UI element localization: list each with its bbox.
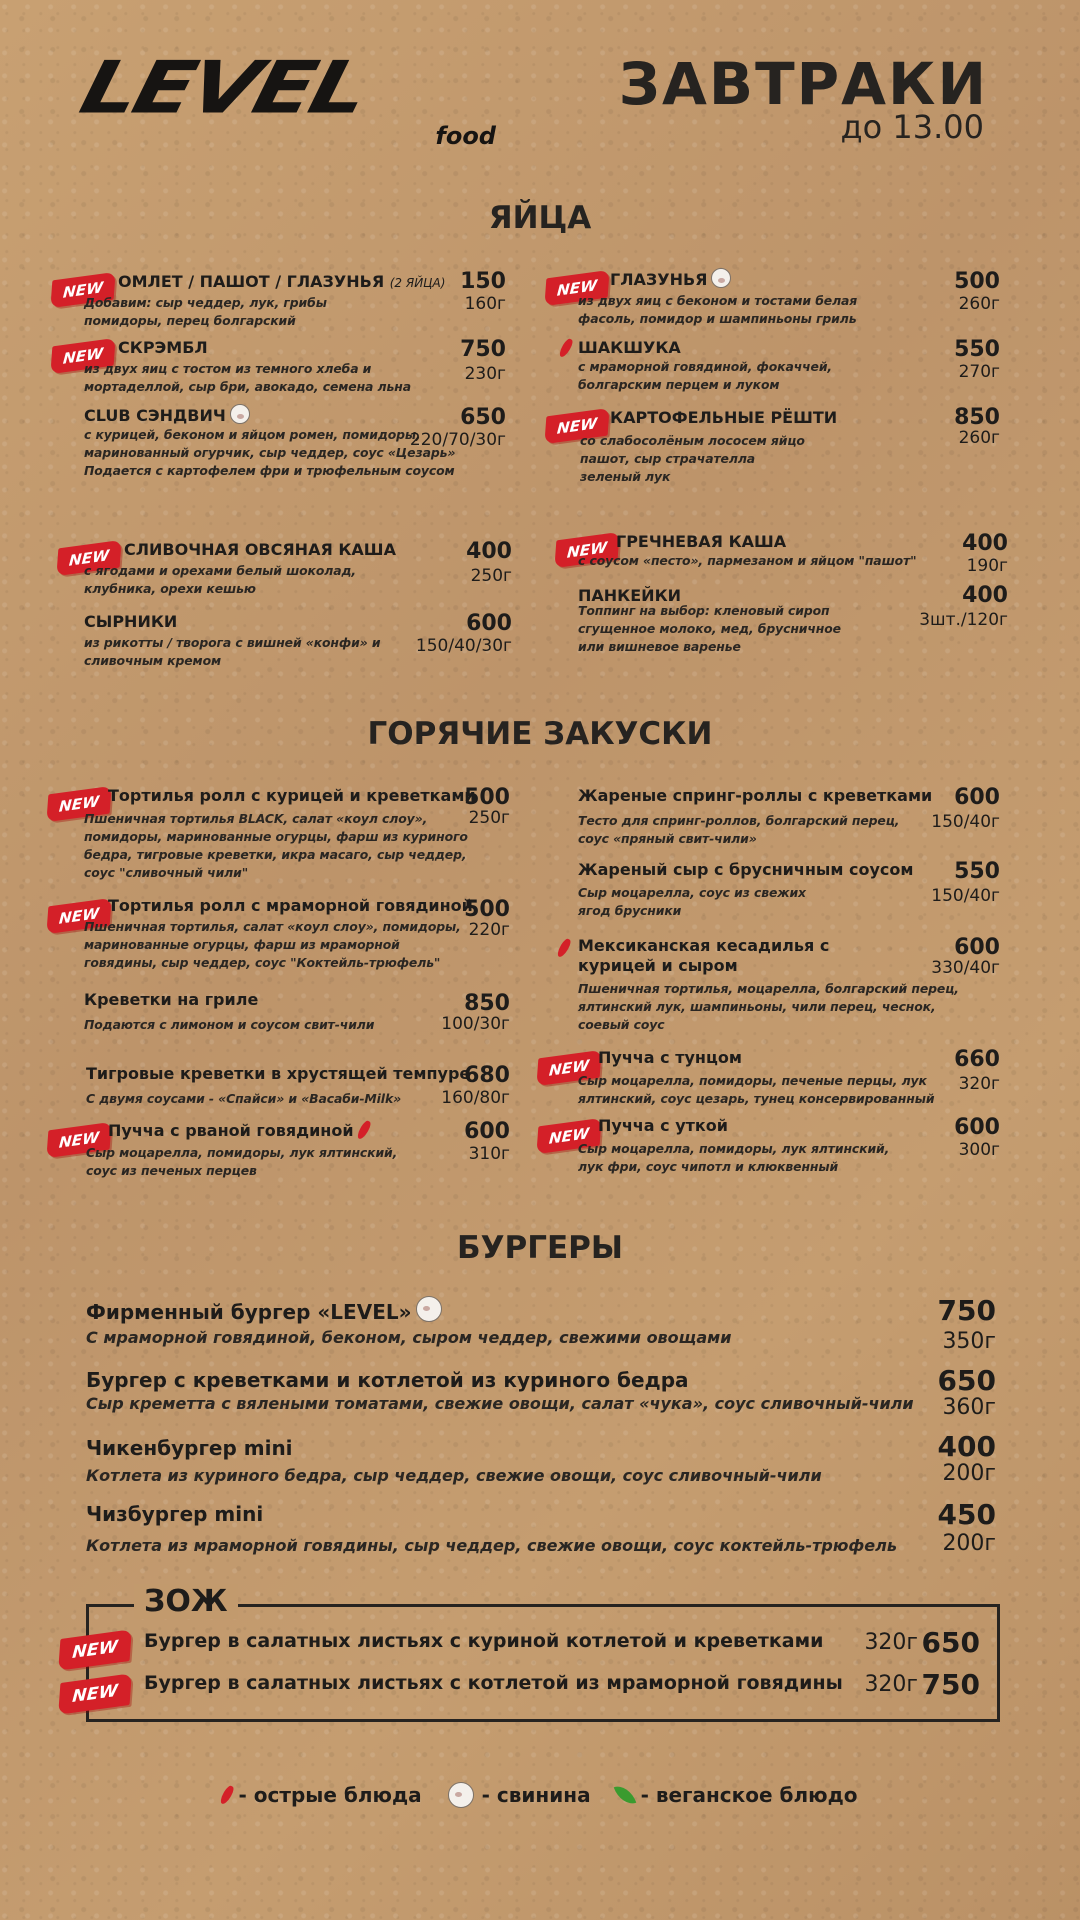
item-weight: 260г xyxy=(958,428,1000,448)
item-weight: 190г xyxy=(966,556,1008,576)
item-price: 400 xyxy=(962,583,1008,608)
item-weight: 160г xyxy=(464,294,506,314)
item-name: КАРТОФЕЛЬНЫЕ РЁШТИ xyxy=(610,408,838,427)
item-desc: Пшеничная тортилья BLACK, салат «коул слоу», помидоры, маринованные огурцы, фарш из куриного бедра, тигровые креветки, икра масаго, сыр чеддер, соус "сливочный чили" xyxy=(84,811,468,880)
burger-weight: 200г xyxy=(942,1531,996,1556)
item-name: CLUB СЭНДВИЧ xyxy=(84,406,226,425)
new-badge: NEW xyxy=(536,1050,601,1086)
item-price: 600 xyxy=(466,611,512,636)
new-badge: NEW xyxy=(46,898,111,934)
burger-weight: 350г xyxy=(942,1329,996,1354)
item-price: 600 xyxy=(954,785,1000,810)
burger-price: 400 xyxy=(937,1430,996,1463)
item-price: 680 xyxy=(464,1063,510,1088)
item-weight: 260г xyxy=(958,294,1000,314)
item-desc: Тесто для спринг-роллов, болгарский перец, соус «пряный свит-чили» xyxy=(578,813,900,846)
legend-spicy xyxy=(223,1783,422,1807)
item-weight: 270г xyxy=(958,362,1000,382)
new-badge: NEW xyxy=(58,1673,132,1714)
new-badge: NEW xyxy=(46,786,111,822)
item-price: 400 xyxy=(962,531,1008,556)
zozh-item-name: Бургер в салатных листьях с куриной котлетой и креветками xyxy=(144,1630,824,1652)
new-badge: NEW xyxy=(536,1118,601,1154)
item-name: Тигровые креветки в хрустящей темпуре xyxy=(86,1064,471,1083)
new-badge: NEW xyxy=(56,540,121,576)
item-weight: 330/40г xyxy=(931,958,1000,978)
burger-name: Фирменный бургер «LEVEL» xyxy=(86,1300,412,1324)
item-price: 550 xyxy=(954,859,1000,884)
legend-spicy-label: - острые блюда xyxy=(238,1783,422,1807)
item-name: СКРЭМБЛ xyxy=(118,338,208,357)
item-weight: 310г xyxy=(468,1144,510,1164)
burger-item xyxy=(86,1296,442,1324)
item-desc: Сыр моцарелла, помидоры, печеные перцы, лук ялтинский, соус цезарь, тунец консервированный xyxy=(578,1073,935,1106)
item-name: Пучча с рваной говядиной xyxy=(108,1121,354,1140)
legend-vegan xyxy=(617,1783,858,1807)
item-price: 550 xyxy=(954,337,1000,362)
item-name: СЫРНИКИ xyxy=(84,612,178,631)
logo-sub-text: food xyxy=(435,122,496,150)
leaf-icon xyxy=(613,1782,636,1808)
item-name: Пучча с уткой xyxy=(598,1116,728,1135)
item-desc: Пшеничная тортилья, салат «коул слоу», помидоры, маринованные огурцы, фарш из мраморной говядины, сыр чеддер, соус "Коктейль-трюфель" xyxy=(84,919,461,970)
item-price: 500 xyxy=(464,785,510,810)
burger-desc: Котлета из мраморной говядины, сыр чеддер, свежие овощи, соус коктейль-трюфель xyxy=(86,1536,897,1555)
item-price: 500 xyxy=(464,897,510,922)
zozh-item-weight: 320г xyxy=(864,1630,918,1655)
item-desc: из двух яиц с беконом и тостами белая фасоль, помидор и шампиньоны гриль xyxy=(578,293,858,326)
item-price: 850 xyxy=(464,991,510,1016)
new-badge: NEW xyxy=(46,1122,111,1158)
item-weight: 250г xyxy=(468,808,510,828)
item-desc: с соусом «песто», пармезаном и яйцом "пашот" xyxy=(578,553,917,568)
legend-vegan-label: - веганское блюдо xyxy=(640,1783,858,1807)
section-title-hot: ГОРЯЧИЕ ЗАКУСКИ xyxy=(367,716,713,752)
burger-weight: 200г xyxy=(942,1461,996,1486)
logo xyxy=(72,45,504,152)
item-weight: 220г xyxy=(468,920,510,940)
new-badge: NEW xyxy=(58,1629,132,1670)
new-badge: NEW xyxy=(554,532,619,568)
item-name: ОМЛЕТ / ПАШОТ / ГЛАЗУНЬЯ xyxy=(118,272,385,291)
burger-price: 750 xyxy=(937,1294,996,1327)
item-weight: 3шт./120г xyxy=(919,610,1008,630)
new-badge: NEW xyxy=(50,338,115,374)
item-price: 600 xyxy=(954,935,1000,960)
item-note: (2 ЯЙЦА) xyxy=(389,276,446,290)
item-desc: из двух яиц с тостом из темного хлеба и мортаделлой, сыр бри, авокадо, семена льна xyxy=(84,361,411,394)
item-name: Пучча с тунцом xyxy=(598,1048,742,1067)
item-desc: Сыр моцарелла, соус из свежих ягод брусники xyxy=(578,885,806,918)
item-price: 750 xyxy=(460,337,506,362)
zozh-box xyxy=(86,1604,1000,1722)
logo-main-text: LEVEL xyxy=(72,45,375,130)
menu-item-puccia-beef xyxy=(108,1120,368,1141)
item-desc: С двумя соусами - «Спайси» и «Васаби-Milk» xyxy=(86,1091,402,1106)
item-weight: 250г xyxy=(470,566,512,586)
item-weight: 150/40г xyxy=(931,886,1000,906)
item-desc: Сыр моцарелла, помидоры, лук ялтинский, лук фри, соус чипотл и клюквенный xyxy=(578,1141,890,1174)
item-name: ПАНКЕЙКИ xyxy=(578,586,682,605)
item-weight: 300г xyxy=(958,1140,1000,1160)
item-weight: 220/70/30г xyxy=(409,430,506,450)
zozh-item-weight: 320г xyxy=(864,1672,918,1697)
item-name: Тортилья ролл с мраморной говядиной xyxy=(108,896,473,915)
item-weight: 150/40г xyxy=(931,812,1000,832)
legend xyxy=(0,1782,1080,1808)
item-desc: со слабосолёным лососем яйцо пашот, сыр страчателла зеленый лук xyxy=(580,433,805,484)
page-subtitle: до 13.00 xyxy=(840,108,984,146)
item-weight: 320г xyxy=(958,1074,1000,1094)
item-weight: 230г xyxy=(464,364,506,384)
item-price: 650 xyxy=(460,405,506,430)
legend-pork xyxy=(448,1782,591,1808)
burger-name: Чикенбургер mini xyxy=(86,1436,293,1460)
item-price: 150 xyxy=(460,269,506,294)
pig-icon xyxy=(230,404,250,424)
burger-desc: С мраморной говядиной, беконом, сыром чеддер, свежими овощами xyxy=(86,1328,732,1347)
pig-icon xyxy=(448,1782,474,1808)
item-name: Мексиканская кесадилья с курицей и сыром xyxy=(578,936,830,975)
burger-desc: Котлета из куриного бедра, сыр чеддер, свежие овощи, соус сливочный-чили xyxy=(86,1466,822,1485)
item-price: 850 xyxy=(954,405,1000,430)
burger-name: Чизбургер mini xyxy=(86,1502,264,1526)
item-name: Жареный сыр с брусничным соусом xyxy=(578,860,914,879)
legend-pork-label: - свинина xyxy=(481,1783,591,1807)
pig-icon xyxy=(416,1296,442,1322)
chili-icon xyxy=(556,937,573,958)
chili-icon xyxy=(218,1784,235,1805)
item-weight: 160/80г xyxy=(441,1088,510,1108)
zozh-item-name: Бургер в салатных листьях с котлетой из мраморной говядины xyxy=(144,1672,843,1694)
zozh-item-price: 750 xyxy=(921,1668,980,1701)
burger-price: 450 xyxy=(937,1498,996,1531)
chili-icon xyxy=(558,337,575,358)
pig-icon xyxy=(711,268,731,288)
item-desc: из рикотты / творога с вишней «конфи» и сливочным кремом xyxy=(84,635,381,668)
item-price: 400 xyxy=(466,539,512,564)
item-name: ГРЕЧНЕВАЯ КАША xyxy=(616,532,787,551)
item-desc: Добавим: сыр чеддер, лук, грибы помидоры, перец болгарский xyxy=(84,295,327,328)
item-desc: с мраморной говядиной, фокаччей, болгарским перцем и луком xyxy=(578,359,833,392)
item-name: Креветки на гриле xyxy=(84,990,259,1009)
burger-desc: Сыр креметта с вялеными томатами, свежие овощи, салат «чука», соус сливочный-чили xyxy=(86,1394,914,1413)
item-name: Жареные спринг-роллы с креветками xyxy=(578,786,933,805)
new-badge: NEW xyxy=(544,408,609,444)
burger-weight: 360г xyxy=(942,1395,996,1420)
item-weight: 150/40/30г xyxy=(415,636,512,656)
item-desc: Сыр моцарелла, помидоры, лук ялтинский, соус из печеных перцев xyxy=(86,1145,398,1178)
item-name: СЛИВОЧНАЯ ОВСЯНАЯ КАША xyxy=(124,540,396,559)
new-badge: NEW xyxy=(544,270,609,306)
page-title: ЗАВТРАКИ xyxy=(618,50,988,118)
item-desc: Пшеничная тортилья, моцарелла, болгарский перец, ялтинский лук, шампиньоны, чили перец, чеснок, соевый соус xyxy=(578,981,959,1032)
item-price: 600 xyxy=(464,1119,510,1144)
menu-item-club xyxy=(84,404,250,426)
item-price: 600 xyxy=(954,1115,1000,1140)
section-title-eggs: ЯЙЦА xyxy=(488,200,592,236)
zozh-title: ЗОЖ xyxy=(134,1584,238,1619)
item-desc: Подаются с лимоном и соусом свит-чили xyxy=(84,1017,375,1032)
new-badge: NEW xyxy=(50,272,115,308)
item-desc: с курицей, беконом и яйцом ромен, помидоры, маринованный огурчик, сыр чеддер, соус «Цезарь» Подается с картофелем фри и трюфельным соусом xyxy=(84,427,456,478)
item-price: 500 xyxy=(954,269,1000,294)
item-name: ШАКШУКА xyxy=(578,338,681,357)
zozh-item-price: 650 xyxy=(921,1626,980,1659)
menu-item-omelet xyxy=(118,272,446,293)
burger-price: 650 xyxy=(937,1364,996,1397)
item-desc: Топпинг на выбор: кленовый сироп сгущенное молоко, мед, брусничное или вишневое варенье xyxy=(578,603,841,654)
item-name: Тортилья ролл с курицей и креветками xyxy=(108,786,476,805)
section-title-burgers: БУРГЕРЫ xyxy=(456,1230,624,1266)
burger-name: Бургер с креветками и котлетой из куриного бедра xyxy=(86,1368,689,1392)
menu-item-glazunya xyxy=(610,268,731,290)
item-price: 660 xyxy=(954,1047,1000,1072)
item-name: ГЛАЗУНЬЯ xyxy=(610,270,708,289)
item-desc: с ягодами и орехами белый шоколад, клубника, орехи кешью xyxy=(84,563,357,596)
chili-icon xyxy=(355,1119,372,1140)
item-weight: 100/30г xyxy=(441,1014,510,1034)
